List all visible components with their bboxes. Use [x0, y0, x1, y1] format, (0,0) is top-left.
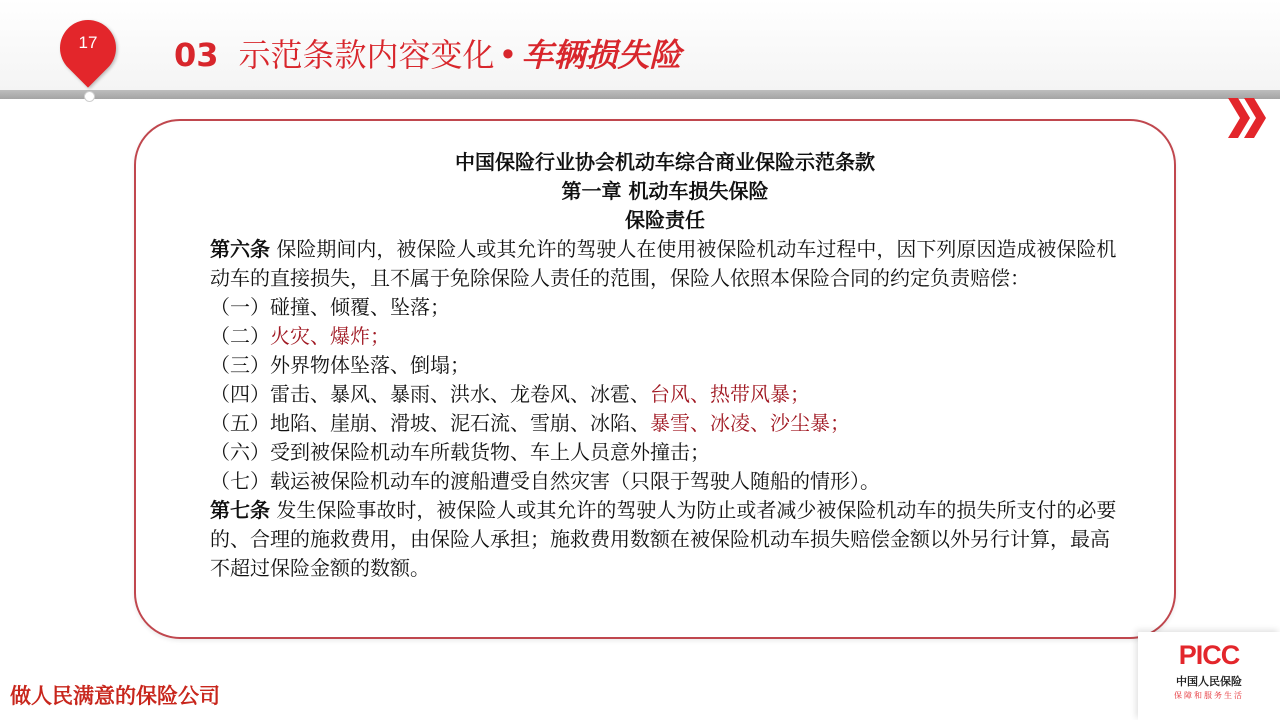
header-divider [0, 90, 1280, 99]
section-title: 示范条款内容变化 [238, 36, 495, 74]
section-heading: 保险责任 [625, 208, 705, 232]
list-item-2 [210, 322, 1120, 351]
list-item-4-highlight: 台风、热带风暴； [650, 382, 810, 406]
footer-slogan: 做人民满意的保险公司 [10, 684, 220, 708]
list-item-6: （六）受到被保险机动车所载货物、车上人员意外撞击； [210, 440, 710, 464]
article-7-text: 发生保险事故时，被保险人或其允许的驾驶人为防止或者减少被保险机动车的损失所支付的必要的、合理的施救费用，由保险人承担；施救费用数额在被保险机动车损失赔偿金额以外另行计算，最高不超过保险金额的数额。 [210, 498, 1117, 580]
list-item-5-highlight: 暴雪、冰凌、沙尘暴； [650, 411, 850, 435]
logo-company-name: 中国人民保险 [1176, 675, 1242, 688]
list-item-5-prefix: （五）地陷、崖崩、滑坡、泥石流、雪崩、冰陷、 [210, 411, 650, 435]
double-chevron-right-icon[interactable] [1226, 96, 1270, 140]
pin-dot-icon [84, 91, 95, 102]
article-7-label: 第七条 [210, 498, 270, 522]
list-item-2-highlight: 火灾、爆炸； [270, 324, 390, 348]
picc-logo [1138, 632, 1280, 720]
page-title [174, 35, 681, 75]
doc-heading: 中国保险行业协会机动车综合商业保险示范条款 [455, 150, 875, 174]
clause-content [210, 148, 1120, 583]
list-item-1: （一）碰撞、倾覆、坠落； [210, 295, 450, 319]
list-item-3: （三）外界物体坠落、倒塌； [210, 353, 470, 377]
article-6-label: 第六条 [210, 237, 270, 261]
logo-wordmark: PICC [1178, 640, 1240, 670]
list-item-4-prefix: （四）雷击、暴风、暴雨、洪水、龙卷风、冰雹、 [210, 382, 650, 406]
article-7 [210, 496, 1120, 583]
title-bullet: • [498, 36, 518, 74]
list-item-5 [210, 409, 1120, 438]
section-subtitle: 车辆损失险 [521, 36, 682, 74]
article-6-text: 保险期间内，被保险人或其允许的驾驶人在使用被保险机动车过程中，因下列原因造成被保险机动车的直接损失，且不属于免除保险人责任的范围，保险人依照本保险合同的约定负责赔偿： [210, 237, 1117, 290]
list-item-2-prefix: （二） [210, 324, 270, 348]
section-number: 03 [174, 36, 219, 74]
article-6 [210, 235, 1120, 293]
chapter-heading: 第一章 机动车损失保险 [561, 179, 769, 203]
logo-tagline: 保障和服务生活 [1174, 691, 1244, 700]
list-item-7: （七）载运被保险机动车的渡船遭受自然灾害（只限于驾驶人随船的情形）。 [210, 469, 880, 493]
list-item-4 [210, 380, 1120, 409]
page-number: 17 [78, 33, 98, 52]
